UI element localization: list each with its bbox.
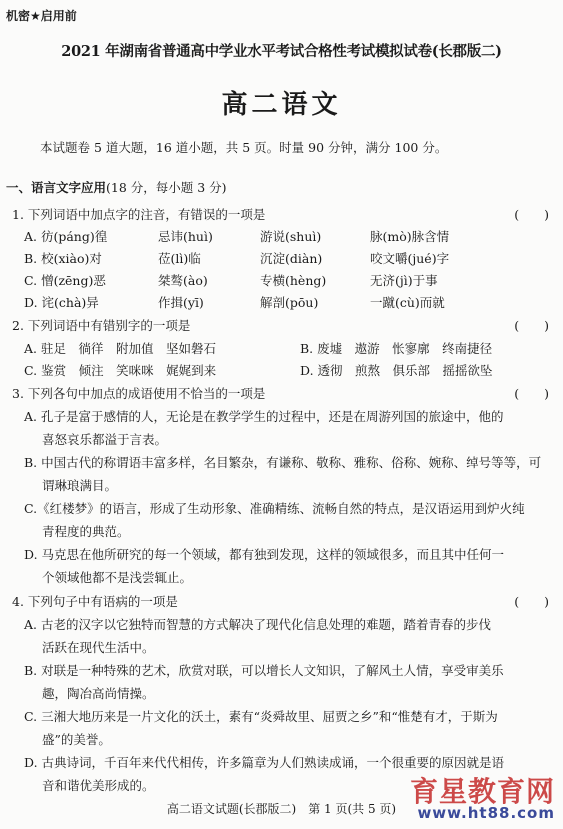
q3-option-d-line-1: D. 马克思在他所研究的每一个领域，都有独到发现，这样的领域很多，而且其中任何一: [24, 547, 505, 562]
q1-option-c-1: C. 憎(zēng)恶: [24, 273, 106, 288]
question-1-answer-blank: ( ): [514, 207, 549, 222]
q4-option-b-line-1: B. 对联是一种特殊的艺术，欣赏对联，可以增长人文知识，了解风土人情，享受审美乐: [24, 663, 504, 678]
exam-intro: 本试题卷 5 道大题，16 道小题，共 5 页。时量 90 分钟，满分 100 分。: [40, 140, 448, 155]
question-3-stem: 3. 下列各句中加点的成语使用不恰当的一项是: [12, 386, 266, 401]
q4-option-d-line-2: 音和谐优美形成的。: [42, 778, 155, 793]
exam-title: 2021 年湖南省普通高中学业水平考试合格性考试模拟试卷(长郡版二): [61, 43, 502, 60]
question-4-stem: 4. 下列句子中有语病的一项是: [12, 594, 178, 609]
q3-option-b-line-2: 谓琳琅满目。: [42, 478, 118, 493]
q4-option-c-line-1: C. 三湘大地历来是一片文化的沃土，素有“炎舜故里、屈贾之乡”和“惟楚有才，于斯为: [24, 709, 498, 724]
question-3-answer-blank: ( ): [514, 386, 549, 401]
page-footer: 高二语文试题(长郡版二) 第 1 页(共 5 页): [166, 802, 397, 816]
q3-option-a-line-2: 喜怒哀乐都溢于言表。: [42, 432, 168, 447]
q2-option-d: D. 透彻 煎熬 俱乐部 摇摇欲坠: [300, 363, 493, 378]
q3-option-a-line-1: A. 孔子是富于感情的人，无论是在教学学生的过程中，还是在周游列国的旅途中，他的: [24, 409, 504, 424]
q1-option-a-4: 脉(mò)脉含情: [370, 229, 450, 244]
question-2-answer-blank: ( ): [514, 318, 549, 333]
section-label: 一、语言文字应用: [6, 180, 107, 195]
q1-option-b-1: B. 校(xiào)对: [24, 251, 102, 266]
question-1-stem: 1. 下列词语中加点字的注音，有错误的一项是: [12, 207, 266, 222]
q2-option-a: A. 驻足 徜徉 附加值 坚如磐石: [24, 341, 216, 356]
watermark-brand: 育星教育网: [409, 775, 555, 808]
section-heading: [6, 178, 227, 196]
q4-option-d-line-1: D. 古典诗词，千百年来代代相传，许多篇章为人们熟读成诵，一个很重要的原因就是语: [24, 755, 505, 770]
question-2-stem: 2. 下列词语中有错别字的一项是: [12, 318, 191, 333]
q1-option-c-3: 专横(hèng): [260, 273, 327, 288]
watermark-url: www.ht88.com: [417, 804, 555, 822]
q1-option-c-2: 桀骜(ào): [158, 273, 208, 288]
confidential-label: 机密★启用前: [6, 9, 77, 23]
q1-option-d-4: 一蹴(cù)而就: [370, 295, 445, 310]
q1-option-c-4: 无济(jì)于事: [370, 273, 438, 288]
q1-option-a-2: 忌讳(huì): [158, 229, 213, 244]
section-note: (18 分，每小题 3 分): [106, 180, 227, 195]
q3-option-b-line-1: B. 中国古代的称谓语丰富多样，名目繁杂，有谦称、敬称、雅称、俗称、婉称、绰号等等，可: [24, 455, 542, 470]
q1-option-a-3: 游说(shuì): [260, 229, 322, 244]
question-4-answer-blank: ( ): [514, 594, 549, 609]
q1-option-d-2: 作揖(yī): [158, 295, 204, 310]
q2-option-c: C. 鉴赏 倾注 笑咪咪 娓娓到来: [24, 363, 217, 378]
q4-option-a-line-2: 活跃在现代生活中。: [42, 640, 155, 655]
q1-option-b-4: 咬文嚼(jué)字: [370, 251, 450, 266]
q4-option-a-line-1: A. 古老的汉字以它独特而智慧的方式解决了现代化信息处理的难题，踏着青春的步伐: [24, 617, 491, 632]
q3-option-c-line-1: C.《红楼梦》的语言，形成了生动形象、准确精练、流畅自然的特点，是汉语运用到炉火纯: [24, 501, 525, 516]
q4-option-c-line-2: 盛”的美誉。: [42, 732, 111, 747]
subject-title: 高二语文: [221, 90, 342, 120]
q1-option-d-3: 解剖(pōu): [260, 295, 319, 310]
q3-option-c-line-2: 青程度的典范。: [42, 524, 130, 539]
q1-option-d-1: D. 诧(chà)异: [24, 295, 99, 310]
q1-option-a-1: A. 彷(páng)徨: [24, 229, 108, 244]
q1-option-b-2: 莅(lì)临: [158, 251, 201, 266]
q3-option-d-line-2: 个领域他都不是浅尝辄止。: [42, 570, 193, 585]
q1-option-b-3: 沉淀(diàn): [260, 251, 323, 266]
q2-option-b: B. 废墟 遨游 怅寥廓 终南捷径: [300, 341, 493, 356]
q4-option-b-line-2: 趣，陶冶高尚情操。: [42, 686, 155, 701]
